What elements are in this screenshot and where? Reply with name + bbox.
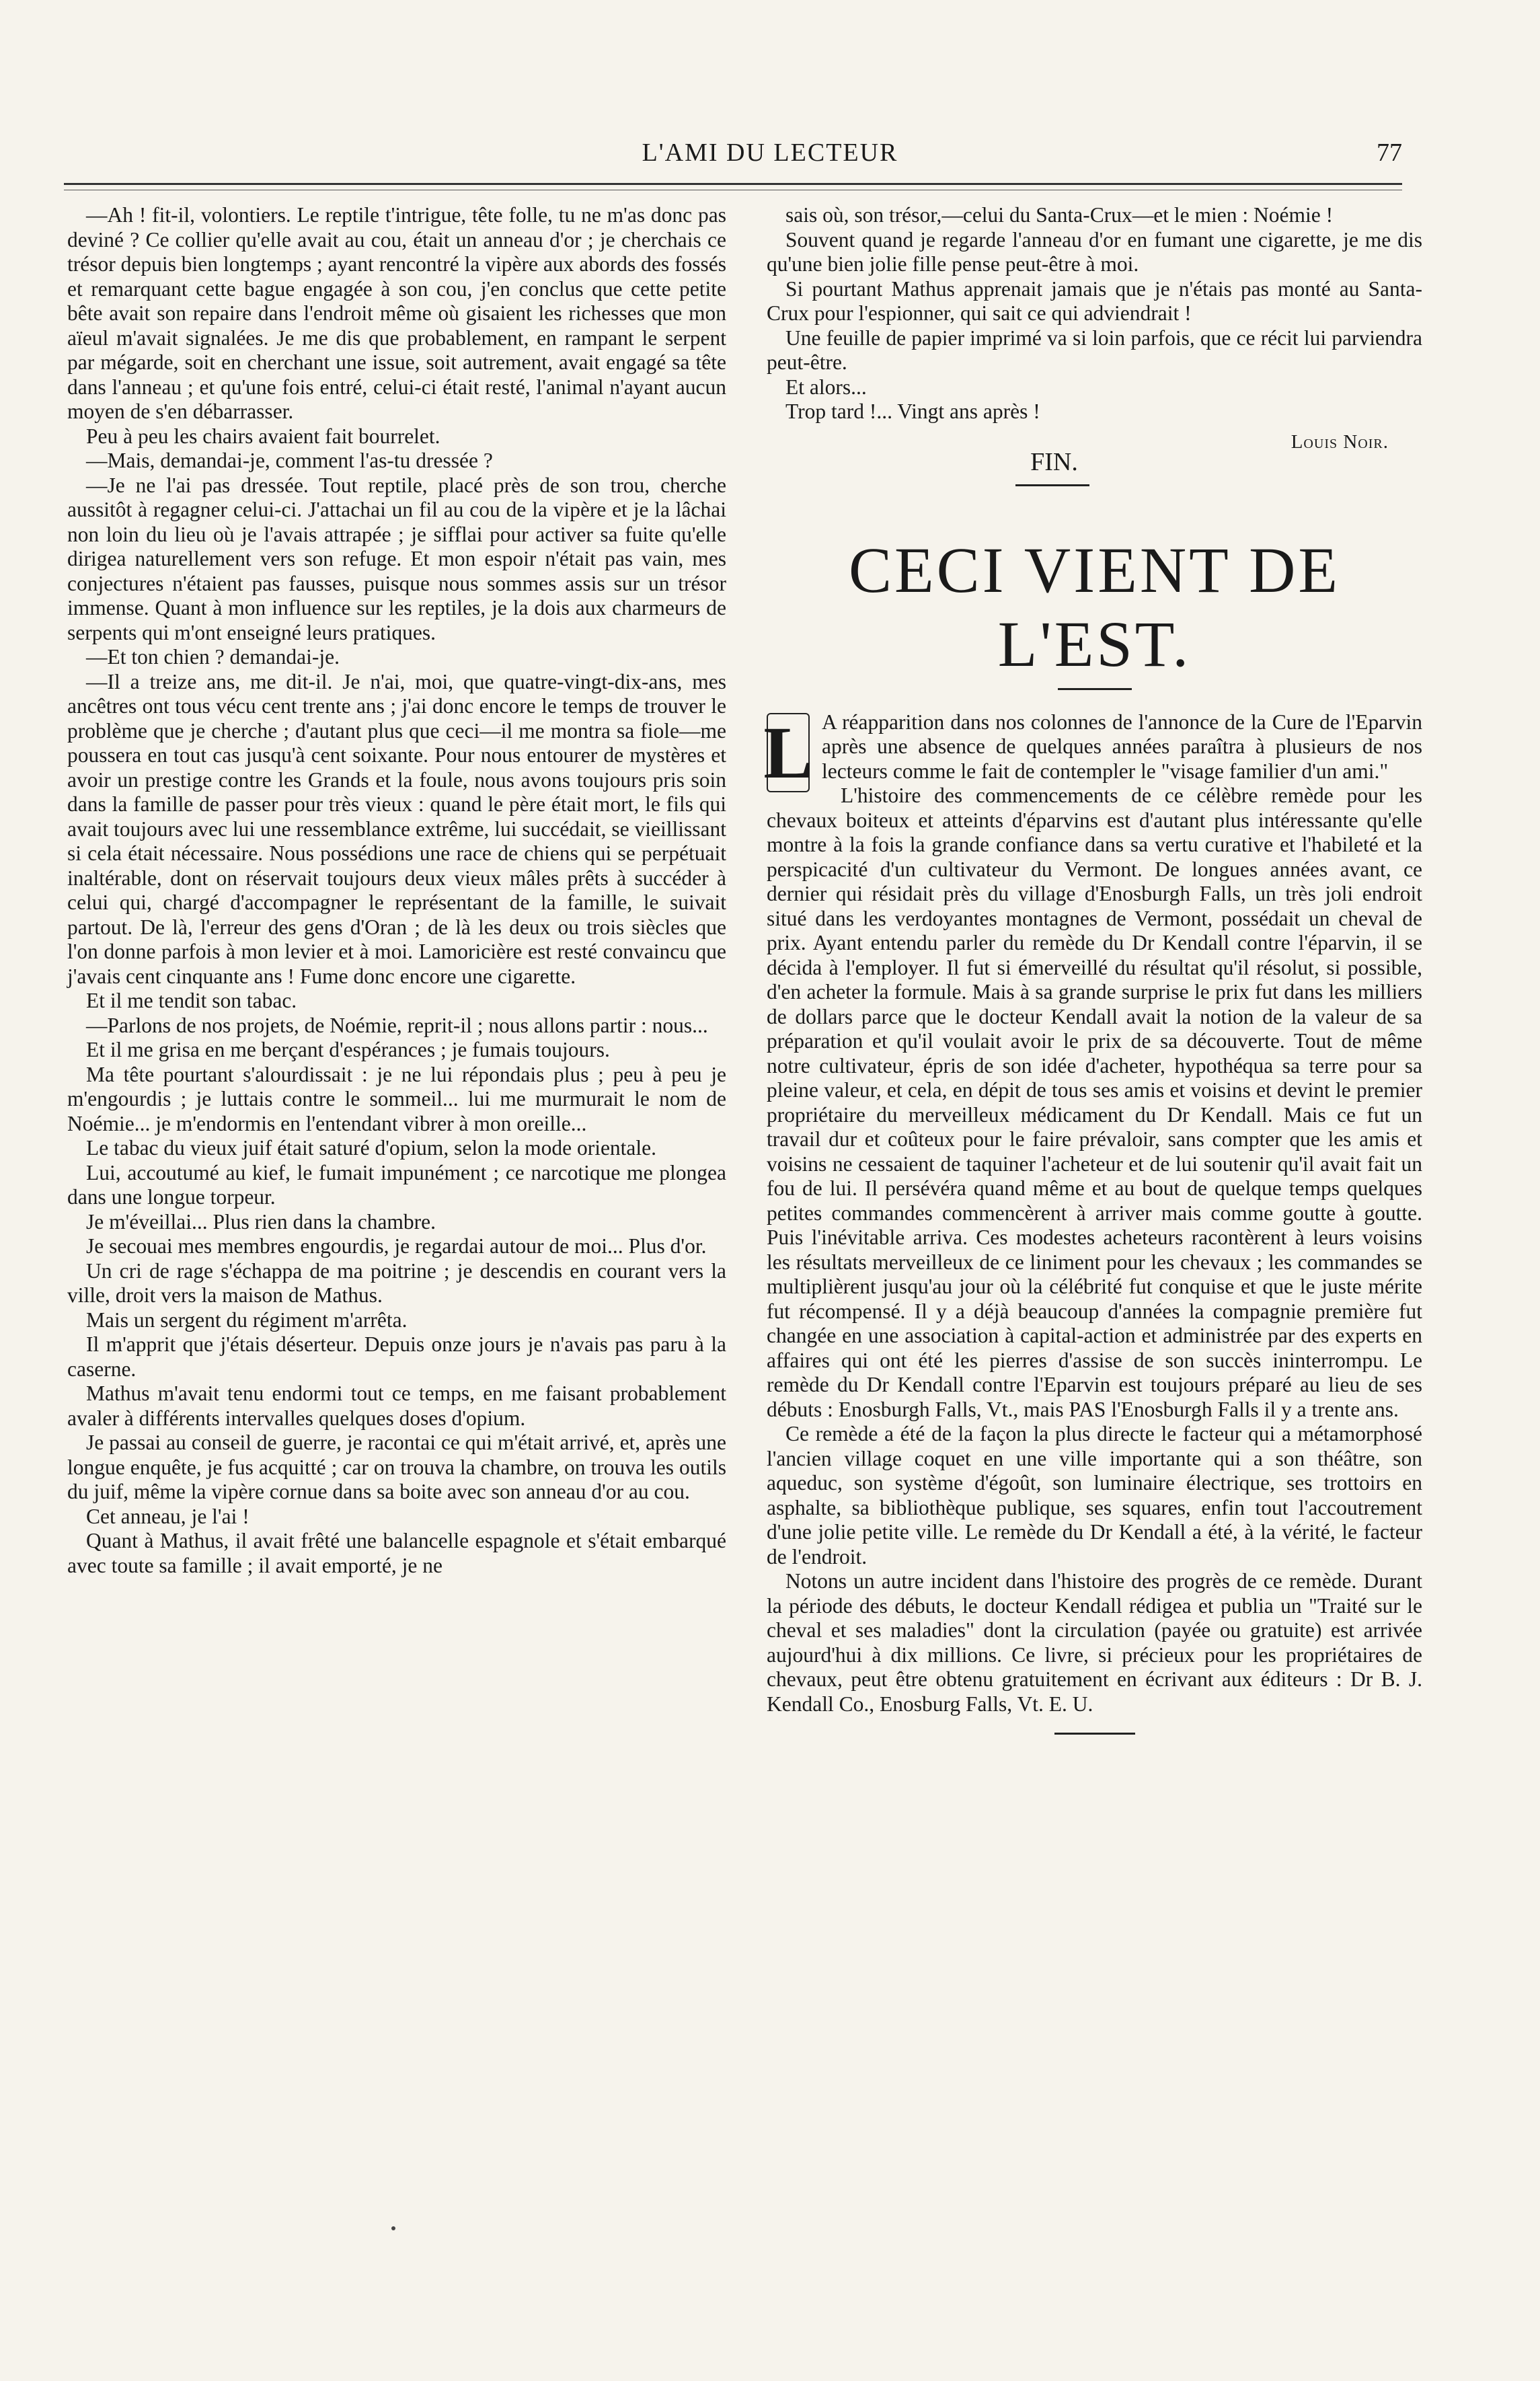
paragraph: —Mais, demandai-je, comment l'as-tu dressée ?: [86, 449, 493, 472]
paragraph: —Je ne l'ai pas dressée. Tout reptile, placé près de son trou, cherche aussitôt à regagner celui-ci. J'attachai un fil au cou de la vipère et je la lâchai non loin du lieu où je l'avais attrapée ; je sifflai pour activer sa fuite qu'elle dirigea naturellement vers son refuge. Et mon espoir n'était pas vain, mes conjectures n'étaient pas fausses, puisque nous sommes assis sur un trésor immense. Quant à mon influence sur les reptiles, je la dois aux charmeurs de serpents qui m'ont enseigné leurs pratiques.: [67, 473, 726, 644]
paragraph: Une feuille de papier imprimé va si loin parfois, que ce récit lui parviendra peut-être.: [767, 326, 1422, 374]
page-number: 77: [1377, 139, 1402, 167]
article-first-paragraph: [763, 710, 1422, 794]
right-column: [763, 203, 1422, 1735]
ink-speck: [391, 2226, 395, 2230]
paragraph: Ce remède a été de la façon la plus directe le facteur qui a métamorphosé l'ancien village coquet en une ville importante qui a son théâtre, son aqueduc, son système d'égoût, son luminaire électrique, ses trottoirs en asphalte, sa bibliothèque publique, ses squares, enfin tout l'accoutrement d'une jolie petite ville. Le remède du Dr Kendall a été, à la vérité, le facteur de l'endroit.: [767, 1422, 1422, 1569]
paragraph: Mais un sergent du régiment m'arrêta.: [86, 1308, 408, 1332]
section-rule: [1015, 484, 1089, 486]
paragraph: —Parlons de nos projets, de Noémie, reprit-il ; nous allons partir : nous...: [86, 1013, 708, 1037]
paragraph: Trop tard !... Vingt ans après !: [785, 400, 1040, 423]
paragraph: Je passai au conseil de guerre, je racontai ce qui m'était arrivé, et, après une longue enquête, je fus acquitté ; car on trouva la chambre, on trouva les outils du juif, même la vipère cornue dans sa boite avec son anneau d'or au cou.: [67, 1431, 726, 1503]
paragraph: Un cri de rage s'échappa de ma poitrine ; je descendis en courant vers la ville, droit vers la maison de Mathus.: [67, 1258, 726, 1307]
paragraph: Souvent quand je regarde l'anneau d'or en fumant une cigarette, je me dis qu'une bien jolie fille pense peut-être à moi.: [767, 227, 1422, 276]
paragraph: Je secouai mes membres engourdis, je regardai autour de moi... Plus d'or.: [86, 1234, 707, 1258]
paragraph: Peu à peu les chairs avaient fait bourrelet.: [86, 424, 440, 448]
paragraph: Il m'apprit que j'étais déserteur. Depuis onze jours je n'avais pas paru à la caserne.: [67, 1332, 726, 1381]
running-header: L'AMI DU LECTEUR: [642, 139, 898, 167]
paragraph: Je m'éveillai... Plus rien dans la chambre.: [86, 1209, 436, 1234]
author-signature: Louis Noir.: [1291, 430, 1389, 453]
paragraph: —Il a treize ans, me dit-il. Je n'ai, moi, que quatre-vingt-dix-ans, mes ancêtres ont tous vécu cent trente ans ; j'ai donc encore le temps de trouver le problème que je cherche ; d'autant plus que ceci—il me montra sa fiole—me poussera en tout cas jusqu'à cent soixante. Pour nous entourer de mystères et avoir un prestige contre les Grands et la foule, nous avons toujours pris soin dans la famille de passer pour très vieux : quand le père était mort, le fils qui avait toujours avec lui une ressemblance extrême, lui succédait, se vieillissant si cela était nécessaire. Nous possédions une race de chiens qui se perpétuait inaltérable, dont on réservait toujours deux vieux mâles prêts à succéder à celui qui, chargé d'accompagner le représentant de la famille, le suivait partout. De là, l'erreur des gens d'Oran ; de là les deux ou trois siècles que l'on donne parfois à mon levier et à moi. Lamoricière est resté convaincu que j'avais cent cinquante ans ! Fume donc encore une cigarette.: [67, 669, 726, 988]
paragraph: Quant à Mathus, il avait frêté une balancelle espagnole et s'était embarqué avec toute sa famille ; il avait emporté, je ne: [67, 1529, 726, 1577]
paragraph: Cet anneau, je l'ai !: [86, 1504, 249, 1528]
ornamental-dropcap: L: [763, 711, 813, 794]
paragraph: —Ah ! fit-il, volontiers. Le reptile t'intrigue, tête folle, tu ne m'as donc pas deviné ? Ce collier qu'elle avait au cou, était un anneau d'or ; je cherchais ce trésor depuis bien longtemps ; ayant rencontré la vipère aux abords des fossés et remarquant cette bague engagée à son cou, j'en conclus que cette petite bête avait son repaire dans l'endroit même où gisaient les richesses que mon aïeul m'avait signalées. Je me dis que probablement, en rampant le serpent par mégarde, soit en cherchant une issue, soit autrement, avait engagé sa tête dans l'anneau ; et qu'une fois entré, celui-ci était resté, l'animal n'ayant aucun moyen de s'en débarrasser.: [67, 203, 726, 423]
paragraph: Et il me tendit son tabac.: [86, 989, 297, 1012]
paragraph: Si pourtant Mathus apprenait jamais que je n'étais pas monté au Santa-Crux pour l'espionner, qui sait ce qui adviendrait !: [767, 276, 1422, 325]
paragraph: Le tabac du vieux juif était saturé d'opium, selon la mode orientale.: [86, 1136, 657, 1160]
article-title: CECI VIENT DE L'EST.: [848, 533, 1341, 680]
header-rule: [64, 183, 1402, 185]
paragraph: sais où, son trésor,—celui du Santa-Crux—et le mien : Noémie !: [785, 203, 1334, 227]
paragraph: —Et ton chien ? demandai-je.: [86, 645, 340, 669]
paragraph: Lui, accoutumé au kief, le fumait impunément ; ce narcotique me plongea dans une longue torpeur.: [67, 1160, 726, 1209]
first-paragraph-text: A réapparition dans nos colonnes de l'annonce de la Cure de l'Eparvin après une absence de quelques années paraîtra à plusieurs de nos lecteurs comme le fait de contempler le "visage familier d'un ami.": [822, 710, 1422, 783]
paragraph: Ma tête pourtant s'alourdissait : je ne lui répondais plus ; peu à peu je m'engourdis ; je luttais contre le sommeil... lui me murmurait le nom de Noémie... je m'endormis en l'entendant vibrer à mon oreille...: [67, 1062, 726, 1135]
paragraph: Et il me grisa en me berçant d'espérances ; je fumais toujours.: [86, 1038, 610, 1061]
paragraph: Et alors...: [785, 375, 867, 399]
paragraph: L'histoire des commencements de ce célèbre remède pour les chevaux boiteux et atteints d'éparvins est d'autant plus intéressante qu'elle montre à la fois la grande confiance dans sa vertu curative et l'habileté et la perspicacité d'un cultivateur du Vermont. De longues années avant, ce dernier qui résidait près du village d'Enosburgh Falls, un très joli endroit situé dans les verdoyantes montagnes de Vermont, possédait un cheval de prix. Ayant entendu parler du remède du Dr Kendall contre l'éparvin, il se décida à l'employer. Il fut si émerveillé du résultat qu'il résolut, si possible, d'en acheter la formule. Mais à sa grande surprise le prix fut dans les milliers de dollars parce que le docteur Kendall avait la notion de la valeur de sa préparation et qu'il voulait avoir le prix de sa découverte. Tout de même notre cultivateur, épris de son idée d'acheter, hypothéqua sa terre pour sa pleine valeur, et cela, en dépit de tous ses amis et voisins et devint le premier propriétaire du merveilleux médicament du Dr Kendall. Mais ce fut un travail dur et coûteux pour le faire prévaloir, sans compter que les amis et voisins ne cessaient de taquiner l'acheteur et de lui soutenir qu'il avait fait un fou de lui. Il persévéra quand même et au bout de quelque temps quelques petites commandes commencèrent à arriver mais comme goutte à goutte. Puis l'inévitable arriva. Ces modestes acheteurs racontèrent à leurs voisins les résultats merveilleux de ce liniment pour les chevaux ; les commandes se multiplièrent jusqu'au jour où la célébrité fut conquise et que le juste mérite fut récompensé. Il y a déjà beaucoup d'années la compagnie première fut changée en une association à capital-action et administrée par des experts en affaires qui ont été les pierres d'assise de son succès ininterrompu. Le remède du Dr Kendall contre l'Eparvin est toujours préparé au lieu de ses débuts : Enosburgh Falls, Vt., mais PAS l'Enosburgh Falls il y a trente ans.: [767, 784, 1422, 1421]
paragraph: Mathus m'avait tenu endormi tout ce temps, en me faisant probablement avaler à différents intervalles quelques doses d'opium.: [67, 1382, 726, 1430]
left-column: [67, 203, 726, 1578]
story-end-marker: FIN.: [1030, 448, 1078, 476]
article-end-rule: [1054, 1733, 1135, 1735]
paragraph: Notons un autre incident dans l'histoire des progrès de ce remède. Durant la période des débuts, le docteur Kendall rédigea et publia un "Traité sur le cheval et ses maladies" dont la circulation (payée ou gratuite) est arrivée aujourd'hui à dix millions. Ce livre, si précieux pour les propriétaires de chevaux, peut être obtenu gratuitement en écrivant aux éditeurs : Dr B. J. Kendall Co., Enosburg Falls, Vt. E. U.: [767, 1569, 1422, 1716]
title-rule: [1058, 688, 1132, 690]
